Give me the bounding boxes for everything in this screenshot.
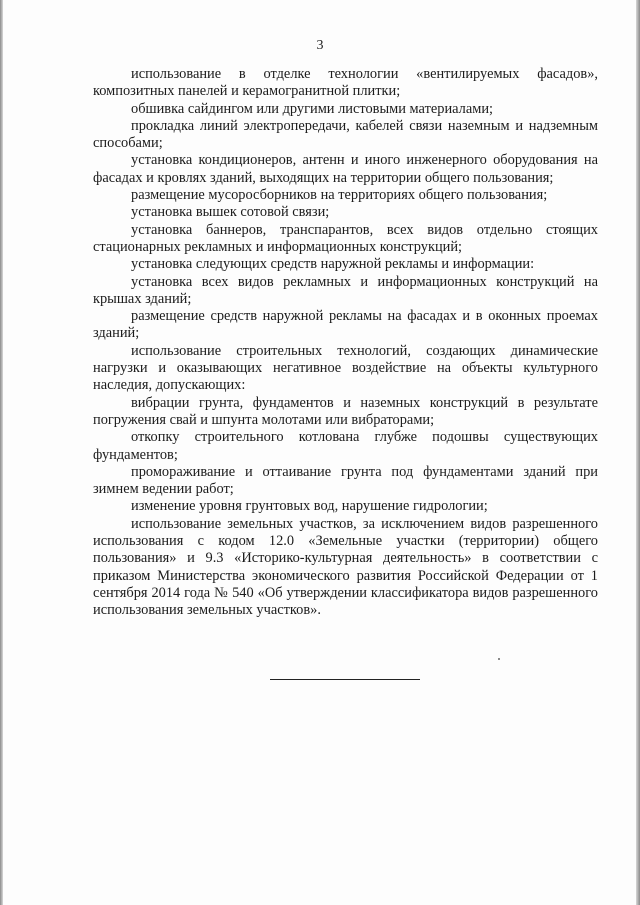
paragraph: промораживание и оттаивание грунта под фундаментами зданий при зимнем ведении работ; xyxy=(93,463,598,498)
paragraph: размещение мусоросборников на территориях общего пользования; xyxy=(131,187,548,204)
scan-speck xyxy=(498,658,500,660)
paragraph: прокладка линий электропередачи, кабелей связи наземным и надземным способами; xyxy=(93,117,598,152)
paragraph: использование земельных участков, за исключением видов разрешенного использования с кодом 12.0 «Земельные участки (территории) общего пользования» и 9.3 «Историко-культурная деятельность» в соответствии с приказом Министерства экономического развития Российской Федерации от 1 сентября 2014 года № 540 «Об утверждении классификатора видов разрешенного использования земельных участков». xyxy=(93,515,598,619)
page-number: 3 xyxy=(316,38,324,53)
paragraph: обшивка сайдингом или другими листовыми материалами; xyxy=(131,100,494,117)
scan-edge-right xyxy=(636,0,640,905)
closing-rule xyxy=(270,679,420,680)
paragraph: вибрации грунта, фундаментов и наземных конструкций в результате погружения свай и шпунта молотами или вибраторами; xyxy=(93,394,598,428)
paragraph: размещение средств наружной рекламы на фасадах и в оконных проемах зданий; xyxy=(93,308,598,342)
paragraph: изменение уровня грунтовых вод, нарушение гидрологии; xyxy=(131,498,488,515)
scan-edge-left xyxy=(0,0,3,905)
paragraph: использование в отделке технологии «вентилируемых фасадов», композитных панелей и керамогранитной плитки; xyxy=(93,66,598,100)
paragraph: установка баннеров, транспарантов, всех видов отдельно стоящих стационарных рекламных и информационных конструкций; xyxy=(93,221,598,255)
paragraph: установка следующих средств наружной рекламы и информации: xyxy=(131,256,535,273)
document-body xyxy=(93,66,598,620)
paragraph: установка вышек сотовой связи; xyxy=(131,204,330,221)
paragraph: использование строительных технологий, создающих динамические нагрузки и оказывающих негативное воздействие на объекты культурного наследия, допускающих: xyxy=(93,342,598,394)
paragraph: откопку строительного котлована глубже подошвы существующих фундаментов; xyxy=(93,429,598,463)
paragraph: установка всех видов рекламных и информационных конструкций на крышах зданий; xyxy=(93,273,598,307)
paragraph: установка кондиционеров, антенн и иного инженерного оборудования на фасадах и кровлях зданий, выходящих на территории общего пользования; xyxy=(93,152,598,186)
